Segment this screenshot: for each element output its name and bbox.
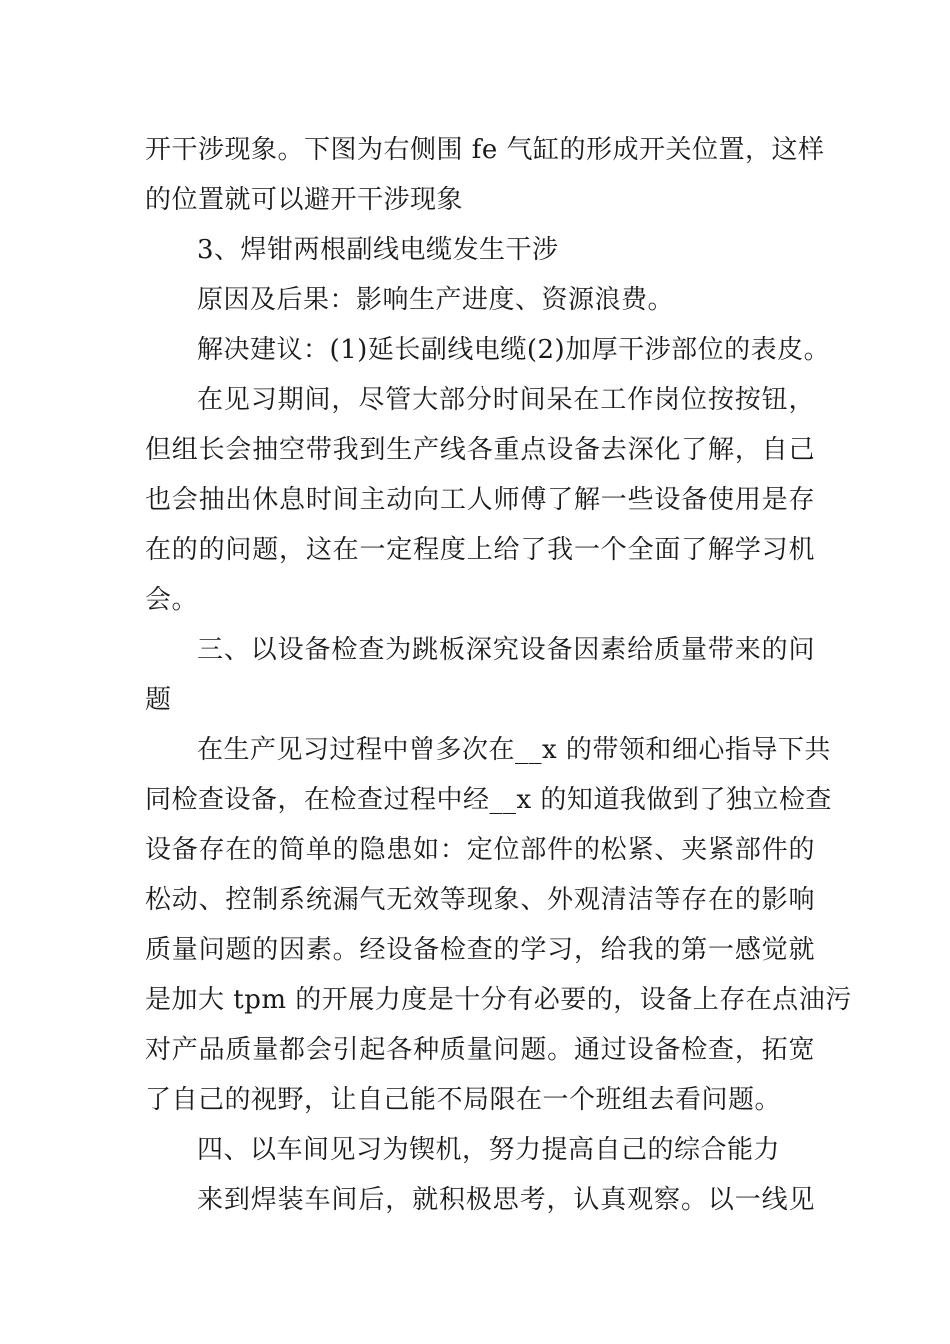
cause-consequence-line: 原因及后果：影响生产进度、资源浪费。	[197, 285, 675, 315]
paragraph-3-line-4: 松动、控制系统漏气无效等现象、外观清洁等存在的影响	[145, 885, 815, 915]
suggestion-line: 解决建议：(1)延长副线电缆(2)加厚干涉部位的表皮。	[197, 335, 831, 365]
section-3-heading-line-1: 三、以设备检查为跳板深究设备因素给质量带来的问	[197, 635, 815, 665]
paragraph-3-line-7: 对产品质量都会引起各种质量问题。通过设备检查，拓宽	[145, 1035, 815, 1065]
section-3-heading-line-2: 题	[145, 685, 172, 715]
paragraph-3-line-8: 了自己的视野，让自己能不局限在一个班组去看问题。	[145, 1085, 782, 1115]
subheading-3: 3、焊钳两根副线电缆发生干涉	[197, 235, 559, 265]
paragraph-3-line-3: 设备存在的简单的隐患如：定位部件的松紧、夹紧部件的	[145, 835, 815, 865]
paragraph-2-line-5: 会。	[145, 585, 199, 615]
paragraph-2-line-4: 在的的问题，这在一定程度上给了我一个全面了解学习机	[145, 535, 815, 565]
paragraph-4-line-1: 来到焊装车间后，就积极思考，认真观察。以一线见	[197, 1185, 815, 1215]
paragraph-3-line-6: 是加大 tpm 的开展力度是十分有必要的，设备上存在点油污	[145, 985, 852, 1015]
section-4-heading: 四、以车间见习为锲机，努力提高自己的综合能力	[197, 1135, 781, 1165]
paragraph-2-line-1: 在见习期间，尽管大部分时间呆在工作岗位按按钮，	[197, 385, 815, 415]
paragraph-3-line-1: 在生产见习过程中曾多次在__x 的带领和细心指导下共	[197, 735, 831, 765]
paragraph-2-line-3: 也会抽出休息时间主动向工人师傅了解一些设备使用是存	[145, 485, 815, 515]
body-line-2: 的位置就可以避开干涉现象	[145, 185, 464, 215]
paragraph-3-line-2: 同检查设备，在检查过程中经__x 的知道我做到了独立检查	[145, 785, 832, 815]
body-line-1: 开干涉现象。下图为右侧围 fe 气缸的形成开关位置，这样	[145, 135, 825, 165]
paragraph-3-line-5: 质量问题的因素。经设备检查的学习，给我的第一感觉就	[145, 935, 815, 965]
paragraph-2-line-2: 但组长会抽空带我到生产线各重点设备去深化了解，自己	[145, 435, 815, 465]
